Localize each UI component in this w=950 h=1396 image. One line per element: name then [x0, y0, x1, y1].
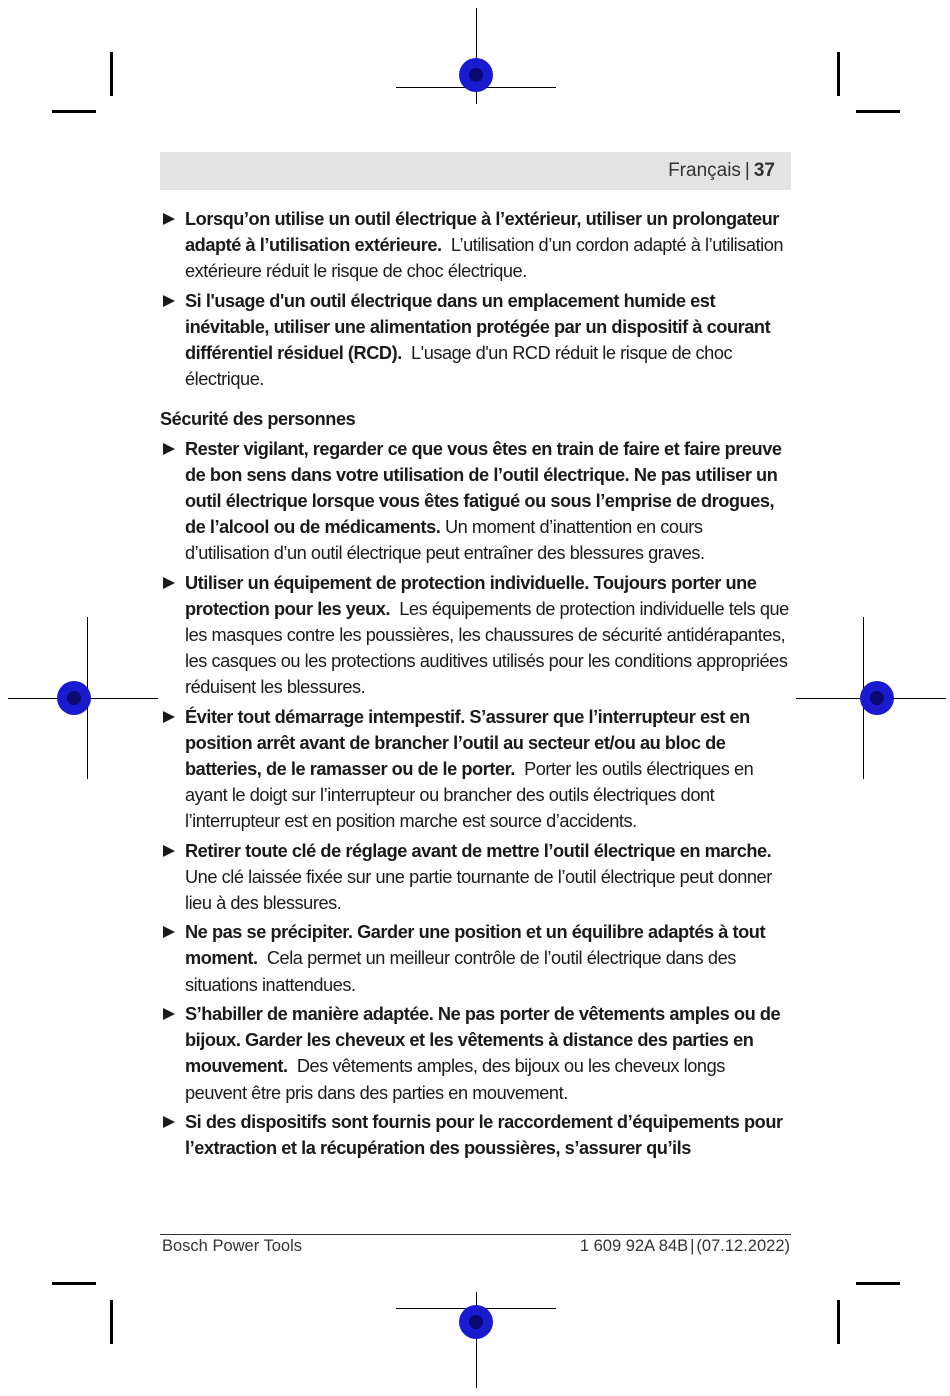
- item-bold-text: S’habiller de manière adaptée. Ne pas porter de vêtements amples ou de bijoux. Garder les cheveux et les vêtements à distance des parties en mouvement.: [185, 1003, 781, 1077]
- header-language: Français: [668, 160, 741, 181]
- list-item: [160, 288, 791, 393]
- page-number: 37: [753, 160, 775, 181]
- bullet-triangle-icon: [163, 213, 175, 225]
- footer-separator: |: [690, 1237, 695, 1255]
- item-bold-text: Si des dispositifs sont fournis pour le raccordement d’équipements pour l’extraction et la récupération des poussières, s’assurer qu’ils: [185, 1111, 783, 1158]
- item-bold-text: Si l'usage d'un outil électrique dans un emplacement humide est inévitable, utiliser une alimentation protégée par un dispositif à courant différentiel résiduel (RCD).: [185, 290, 771, 364]
- crop-mark-bottom-right-vertical: [837, 1300, 840, 1344]
- bullet-triangle-icon: [163, 577, 175, 589]
- footer-rule: [160, 1234, 791, 1235]
- list-item: [160, 206, 791, 285]
- item-bold-text: Utiliser un équipement de protection individuelle. Toujours porter une protection pour les yeux.: [185, 572, 757, 619]
- registration-target-right: [860, 681, 894, 715]
- list-item: [160, 1001, 791, 1106]
- item-text: Cela permet un meilleur contrôle de l’outil électrique dans des situations inattendues.: [185, 948, 736, 995]
- item-text: Une clé laissée fixée sur une partie tournante de l’outil électrique peut donner lieu à des blessures.: [185, 866, 772, 914]
- bullet-triangle-icon: [163, 1116, 175, 1128]
- bullet-triangle-icon: [163, 1008, 175, 1020]
- bullet-triangle-icon: [163, 926, 175, 938]
- footer-doc-number: 1 609 92A 84B: [579, 1237, 689, 1255]
- footer-doc-info: [580, 1237, 790, 1256]
- crop-mark-bottom-left-horizontal: [52, 1282, 96, 1285]
- item-text: L'usage d'un RCD réduit le risque de choc électrique.: [185, 343, 733, 390]
- crop-mark-top-left-vertical: [110, 52, 113, 96]
- registration-target-bottom: [459, 1305, 493, 1339]
- bullet-triangle-icon: [163, 443, 175, 455]
- item-text: Des vêtements amples, des bijoux ou les cheveux longs peuvent être pris dans des parties en mouvement.: [185, 1056, 725, 1103]
- item-bold-text: Rester vigilant, regarder ce que vous êtes en train de faire et faire preuve de bon sens dans votre utilisation de l’outil électrique. Ne pas utiliser un outil électrique lorsque vous êtes fatigué ou sous l’emprise de drogues, de l’alcool ou de médicaments.: [185, 438, 782, 538]
- section-title: Sécurité des personnes: [160, 409, 356, 430]
- bullet-triangle-icon: [163, 295, 175, 307]
- bullet-triangle-icon: [163, 711, 175, 723]
- page-header: [160, 152, 791, 190]
- list-item: [160, 838, 791, 917]
- item-bold-text: Éviter tout démarrage intempestif. S’assurer que l’interrupteur est en position arrêt avant de brancher l’outil au secteur et/ou au bloc de batteries, de le ramasser ou de le porter.: [185, 706, 750, 780]
- header-separator: |: [744, 160, 750, 181]
- footer-date: (07.12.2022): [696, 1237, 790, 1255]
- crop-mark-bottom-right-horizontal: [856, 1282, 900, 1285]
- list-item: [160, 704, 791, 835]
- item-text: Un moment d’inattention en cours d’utilisation d’un outil électrique peut entraîner des blessures graves.: [185, 517, 705, 564]
- footer-brand: Bosch Power Tools: [162, 1237, 303, 1255]
- list-item: [160, 436, 791, 567]
- bullet-triangle-icon: [163, 845, 175, 857]
- list-item: [160, 570, 791, 701]
- item-text: L’utilisation d’un cordon adapté à l’utilisation extérieure réduit le risque de choc électrique.: [185, 235, 784, 282]
- crop-mark-top-left-horizontal: [52, 110, 96, 113]
- item-text: Les équipements de protection individuelle tels que les masques contre les poussières, les chaussures de sécurité antidérapantes, les casques ou les protections auditives utilisés pour les conditions appropriées réduisent les blessures.: [185, 598, 789, 698]
- item-bold-text: Ne pas se précipiter. Garder une position et un équilibre adaptés à tout moment.: [185, 922, 766, 969]
- crop-mark-top-right-vertical: [837, 52, 840, 96]
- list-item: [160, 1109, 791, 1161]
- registration-target-left: [57, 681, 91, 715]
- item-bold-text: Lorsqu’on utilise un outil électrique à l’extérieur, utiliser un prolongateur adapté à l’utilisation extérieure.: [185, 209, 779, 256]
- crop-mark-top-right-horizontal: [856, 110, 900, 113]
- registration-target-top: [459, 58, 493, 92]
- crop-mark-bottom-left-vertical: [110, 1300, 113, 1344]
- item-bold-text: Retirer toute clé de réglage avant de mettre l’outil électrique en marche.: [185, 840, 772, 861]
- header-text: [668, 160, 775, 182]
- list-item: [160, 919, 791, 998]
- page-content: [160, 206, 791, 1164]
- item-text: Porter les outils électriques en ayant le doigt sur l’interrupteur ou brancher des outils électriques dont l’interrupteur est en position marche est source d’accidents.: [185, 759, 754, 832]
